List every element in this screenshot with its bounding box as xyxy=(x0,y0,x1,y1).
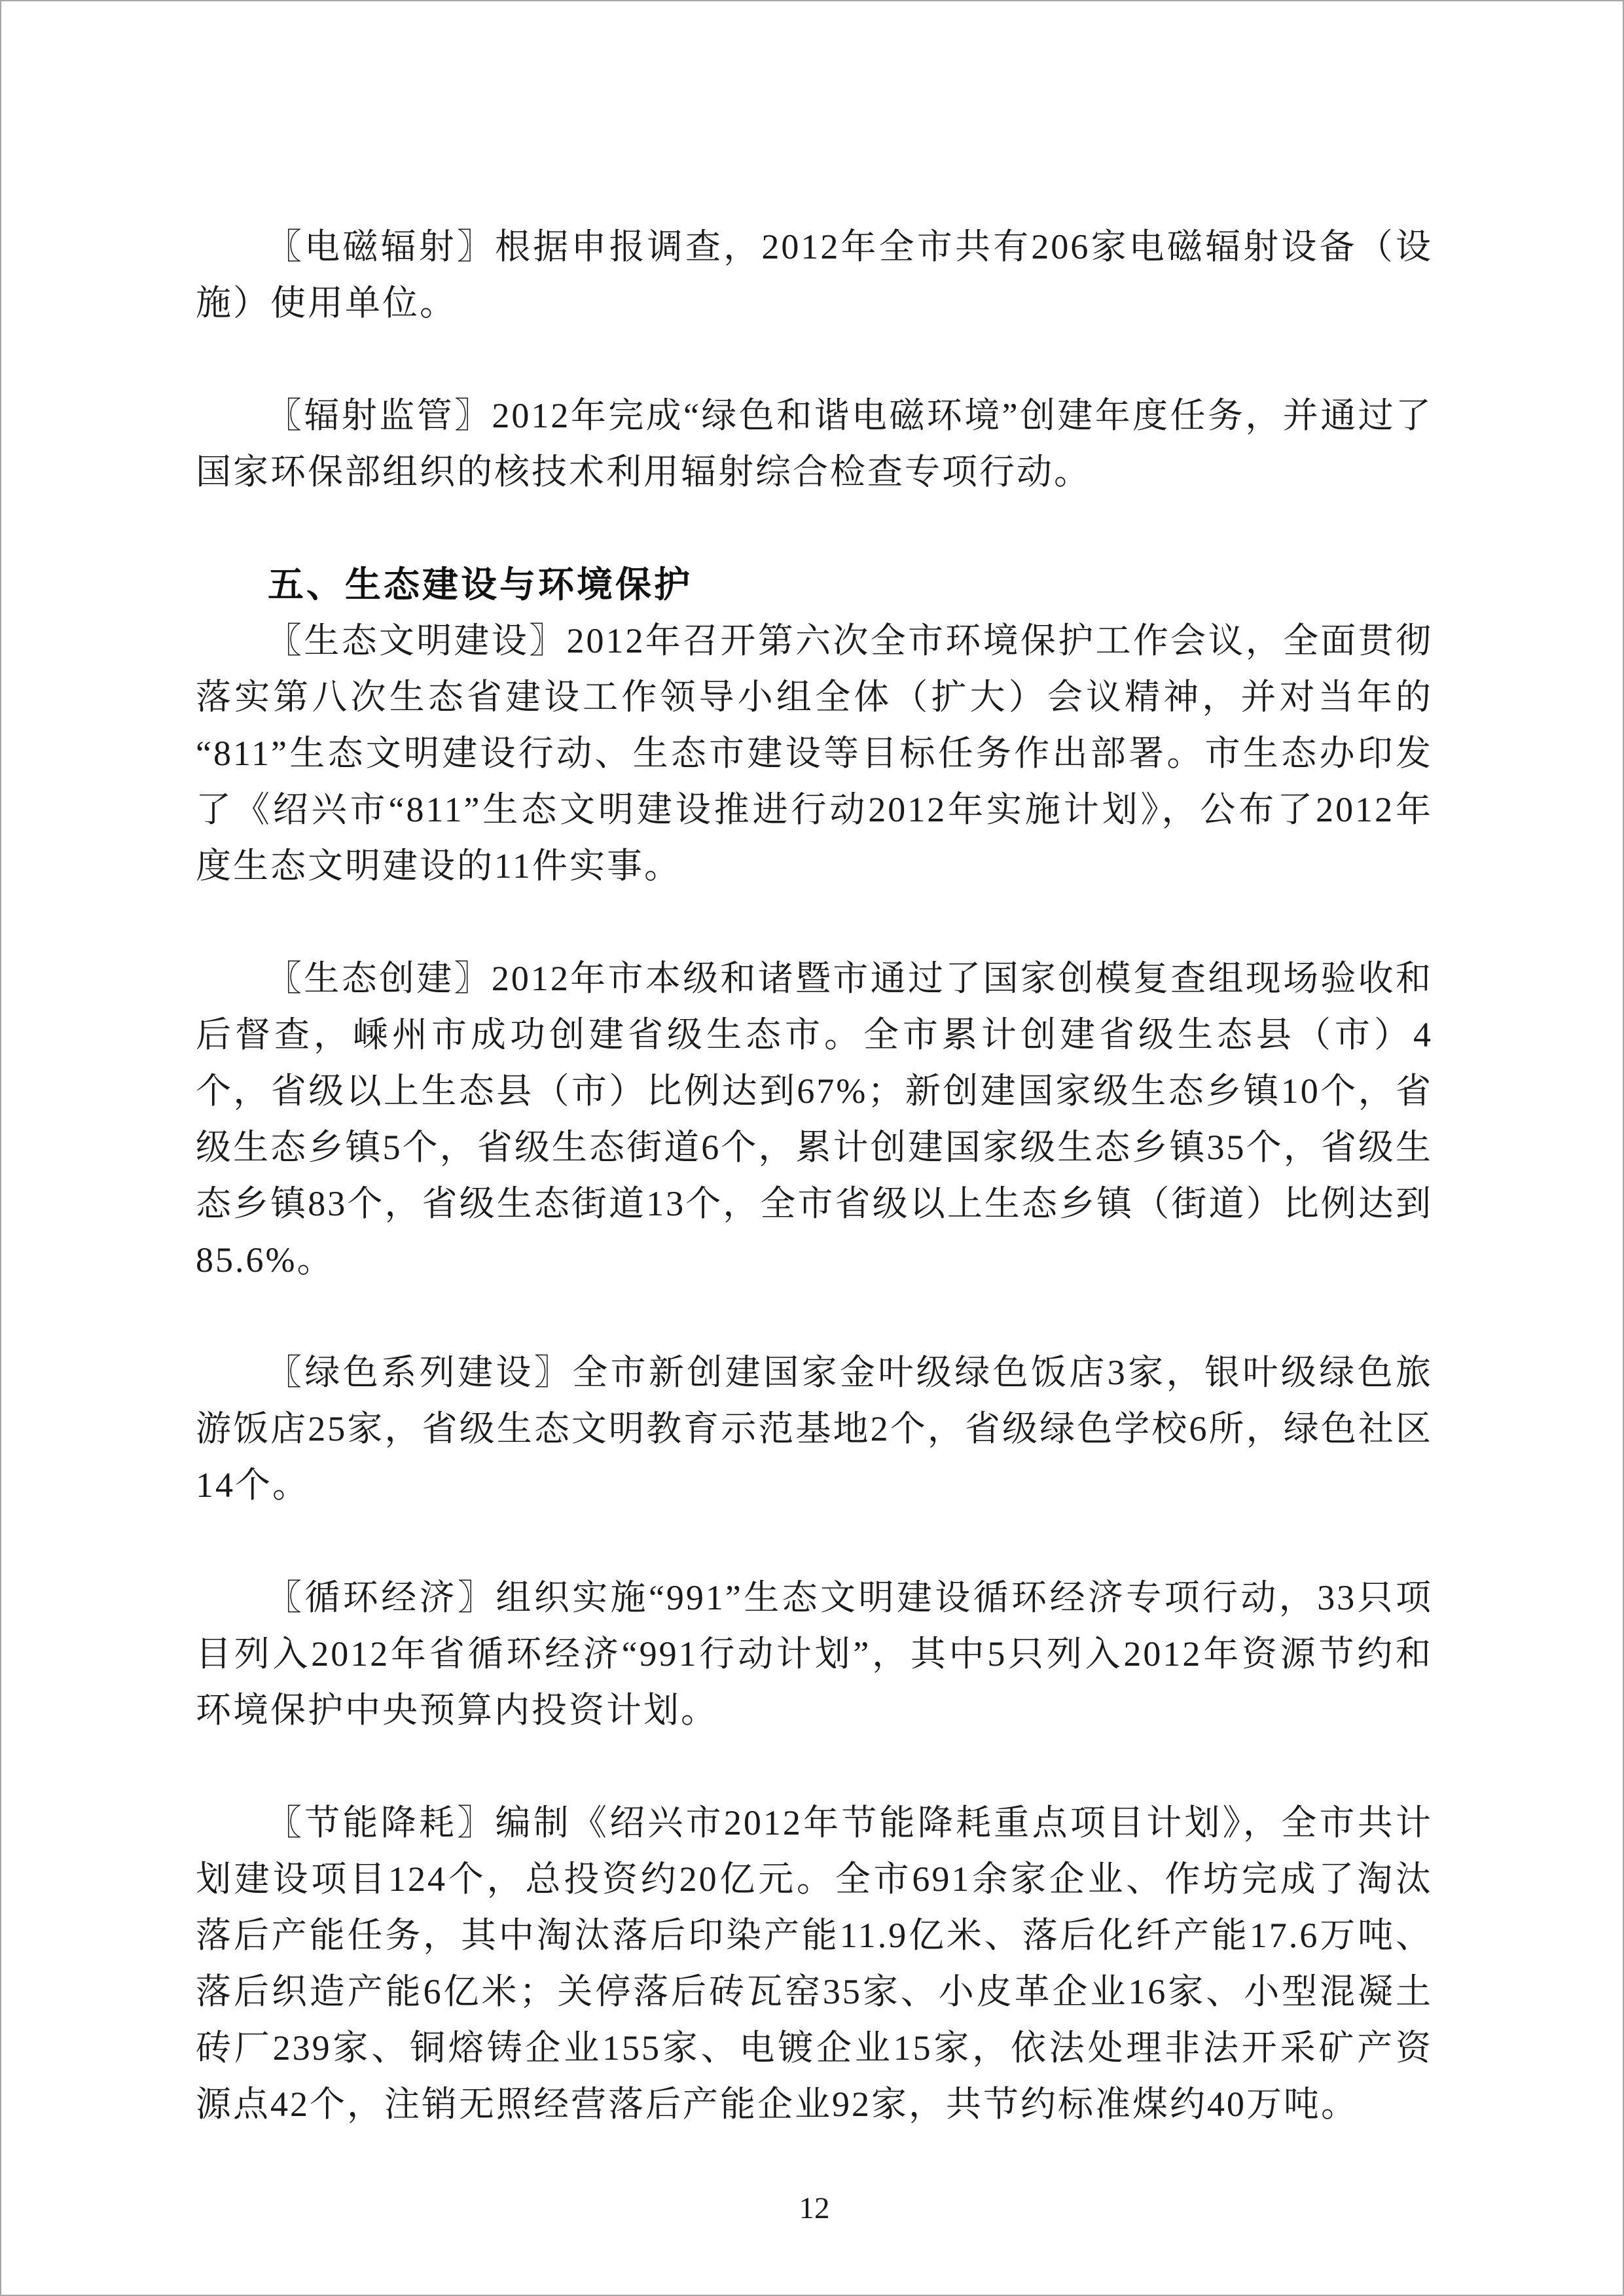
paragraph-electromagnetic-radiation: 〖电磁辐射〗根据申报调查，2012年全市共有206家电磁辐射设备（设施）使用单位。 xyxy=(196,227,1433,323)
paragraph-circular-economy: 〖循环经济〗组织实施“991”生态文明建设循环经济专项行动，33只项目列入2012年省循环经济“991行动计划”，其中5只列入2012年资源节约和环境保护中央预算内投资计划。 xyxy=(196,1578,1433,1730)
paragraph-ecological-civilization: 〖生态文明建设〗2012年召开第六次全市环境保护工作会议，全面贯彻落实第八次生态省建设工作领导小组全体（扩大）会议精神，并对当年的“811”生态文明建设行动、生态市建设等目标任务作出部署。市生态办印发了《绍兴市“811”生态文明建设推进行动2012年实施计划》，公布了2012年度生态文明建设的11件实事。 xyxy=(196,621,1433,886)
paragraph-energy-saving: 〖节能降耗〗编制《绍兴市2012年节能降耗重点项目计划》，全市共计划建设项目124个，总投资约20亿元。全市691余家企业、作坊完成了淘汰落后产能任务，其中淘汰落后印染产能11.9亿米、落后化纤产能17.6万吨、落后织造产能6亿米；关停落后砖瓦窑35家、小皮革企业16家、小型混凝土砖厂239家、铜熔铸企业155家、电镀企业15家，依法处理非法开采矿产资源点42个，注销无照经营落后产能企业92家，共节约标准煤约40万吨。 xyxy=(196,1803,1433,2124)
paragraph-ecological-creation: 〖生态创建〗2012年市本级和诸暨市通过了国家创模复查组现场验收和后督查，嵊州市成功创建省级生态市。全市累计创建省级生态县（市）4个，省级以上生态县（市）比例达到67%；新创建国家级生态乡镇10个，省级生态乡镇5个，省级生态街道6个，累计创建国家级生态乡镇35个，省级生态乡镇83个，省级生态街道13个，全市省级以上生态乡镇（街道）比例达到85.6%。 xyxy=(196,959,1433,1280)
page-number: 12 xyxy=(799,2191,830,2225)
page-content xyxy=(196,219,1433,2228)
paragraph-green-series: 〖绿色系列建设〗全市新创建国家金叶级绿色饭店3家，银叶级绿色旅游饭店25家，省级生态文明教育示范基地2个，省级绿色学校6所，绿色社区14个。 xyxy=(196,1353,1433,1505)
paragraph-radiation-supervision: 〖辐射监管〗2012年完成“绿色和谐电磁环境”创建年度任务，并通过了国家环保部组织的核技术利用辐射综合检查专项行动。 xyxy=(196,396,1433,492)
section-heading: 五、生态建设与环境保护 xyxy=(268,564,693,605)
